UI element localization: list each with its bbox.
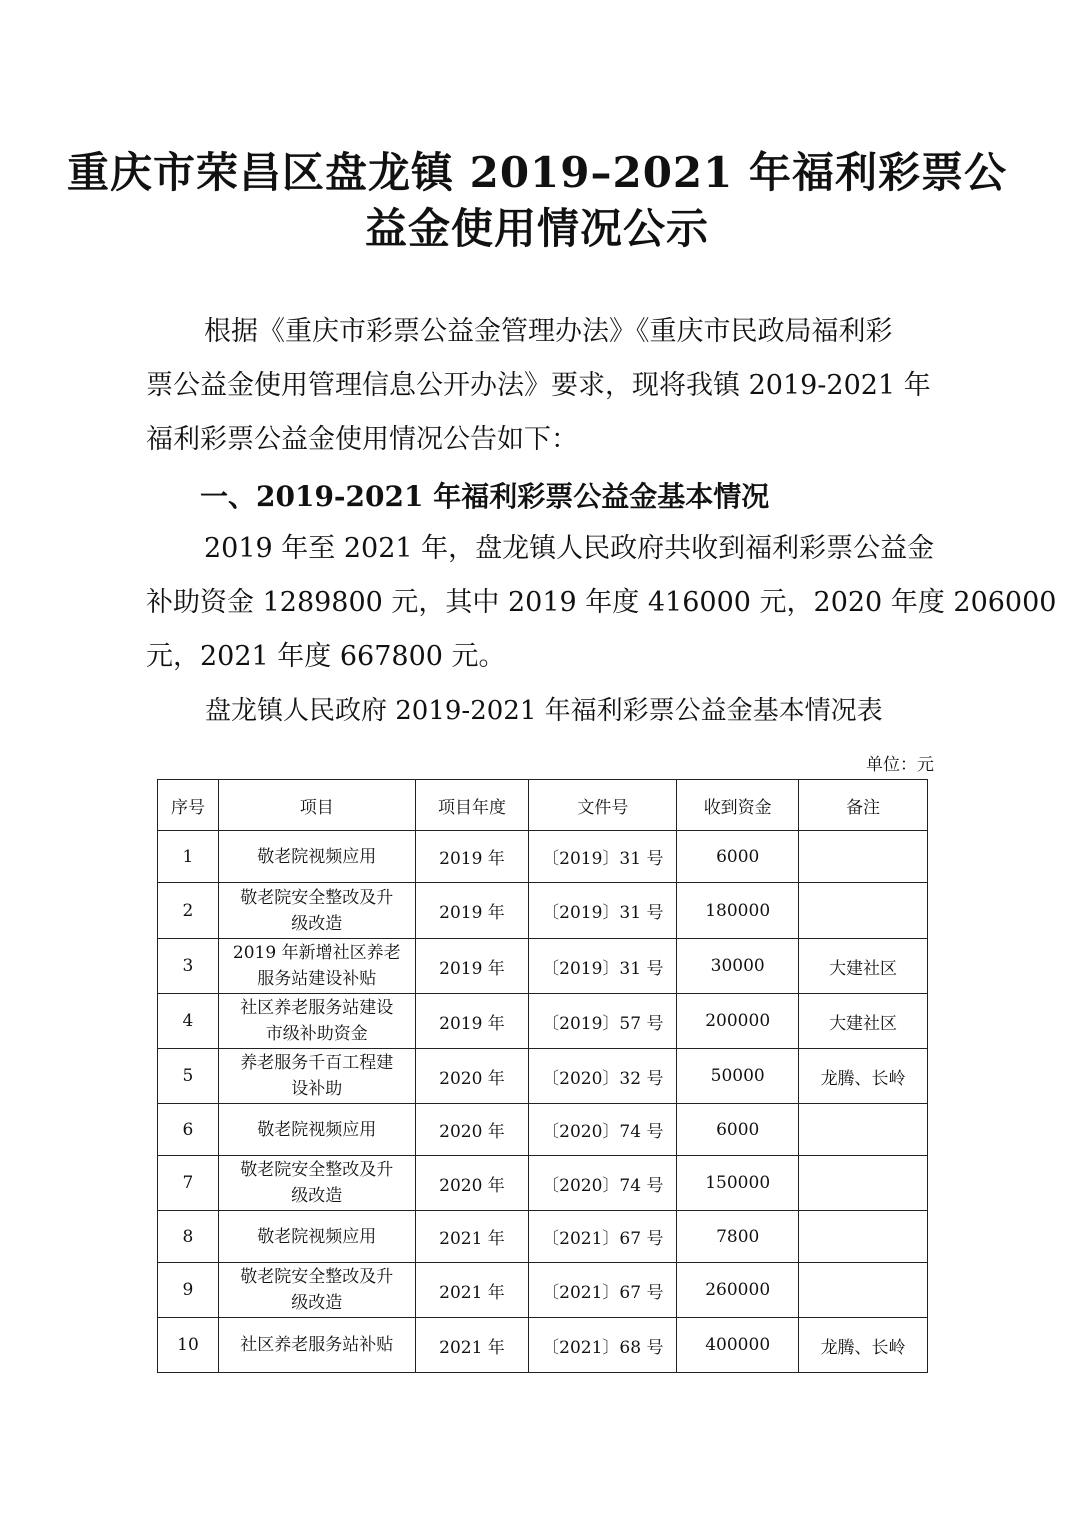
cell-no: 1 <box>158 831 219 883</box>
cell-note: 龙腾、长岭 <box>799 1049 928 1104</box>
cell-note <box>799 1211 928 1263</box>
cell-item-line1: 社区养老服务站补贴 <box>240 1335 394 1355</box>
table-header-row <box>158 780 928 831</box>
cell-item <box>218 1263 415 1318</box>
cell-item-line1: 敬老院安全整改及升 <box>240 1160 394 1180</box>
cell-no: 3 <box>158 939 219 994</box>
cell-note: 龙腾、长岭 <box>799 1318 928 1373</box>
cell-item-line1: 2019 年新增社区养老 <box>232 943 401 963</box>
cell-year: 2020 年 <box>415 1156 529 1211</box>
cell-note <box>799 1263 928 1318</box>
document-title-line2: 益金使用情况公示 <box>364 204 709 253</box>
cell-note: 大建社区 <box>799 994 928 1049</box>
cell-no: 10 <box>158 1318 219 1373</box>
table-row <box>158 1049 928 1104</box>
intro-line3: 福利彩票公益金使用情况公告如下： <box>146 424 578 455</box>
table-row <box>158 883 928 939</box>
cell-amount: 6000 <box>677 831 799 883</box>
cell-item-line2: 级改造 <box>291 913 343 934</box>
cell-no: 5 <box>158 1049 219 1104</box>
cell-item <box>218 883 415 939</box>
table-body <box>158 831 928 1373</box>
cell-amount: 7800 <box>677 1211 799 1263</box>
section-line2: 补助资金 1289800 元，其中 2019 年度 416000 元，2020 年度 206000 <box>146 587 1057 618</box>
table-row <box>158 1318 928 1373</box>
document-title-line1: 重庆市荣昌区盘龙镇 2019–2021 年福利彩票公 <box>66 148 1008 197</box>
cell-doc: 〔2019〕31 号 <box>529 883 677 939</box>
header-amount: 收到资金 <box>677 780 799 831</box>
cell-item-line2: 市级补助资金 <box>265 1024 368 1044</box>
cell-note: 大建社区 <box>799 939 928 994</box>
cell-year: 2019 年 <box>415 939 529 994</box>
cell-no: 2 <box>158 883 219 939</box>
cell-year: 2019 年 <box>415 883 529 939</box>
cell-year: 2020 年 <box>415 1104 529 1156</box>
section-line3: 元，2021 年度 667800 元。 <box>146 641 506 672</box>
intro-line1: 根据《重庆市彩票公益金管理办法》《重庆市民政局福利彩 <box>204 316 893 347</box>
table-row <box>158 831 928 883</box>
cell-doc: 〔2020〕32 号 <box>529 1049 677 1104</box>
cell-item <box>218 1211 415 1263</box>
header-year: 项目年度 <box>415 780 529 831</box>
cell-doc: 〔2019〕31 号 <box>529 939 677 994</box>
cell-year: 2021 年 <box>415 1211 529 1263</box>
cell-amount: 6000 <box>677 1104 799 1156</box>
cell-no: 9 <box>158 1263 219 1318</box>
cell-doc: 〔2019〕57 号 <box>529 994 677 1049</box>
cell-item <box>218 1318 415 1373</box>
cell-year: 2021 年 <box>415 1263 529 1318</box>
cell-no: 6 <box>158 1104 219 1156</box>
cell-note <box>799 883 928 939</box>
cell-no: 7 <box>158 1156 219 1211</box>
table-caption: 盘龙镇人民政府 2019-2021 年福利彩票公益金基本情况表 <box>205 696 883 726</box>
table-row <box>158 1263 928 1318</box>
cell-item-line1: 敬老院安全整改及升 <box>240 887 394 908</box>
cell-year: 2019 年 <box>415 831 529 883</box>
cell-amount: 400000 <box>677 1318 799 1373</box>
cell-doc: 〔2021〕67 号 <box>529 1263 677 1318</box>
cell-no: 4 <box>158 994 219 1049</box>
cell-item <box>218 939 415 994</box>
cell-item-line1: 养老服务千百工程建 <box>240 1053 394 1073</box>
cell-note <box>799 1156 928 1211</box>
cell-amount: 30000 <box>677 939 799 994</box>
cell-year: 2020 年 <box>415 1049 529 1104</box>
cell-item-line1: 社区养老服务站建设 <box>240 998 394 1018</box>
cell-item <box>218 1156 415 1211</box>
cell-note <box>799 1104 928 1156</box>
header-no: 序号 <box>158 780 219 831</box>
cell-item-line2: 级改造 <box>291 1293 343 1313</box>
cell-item-line1: 敬老院视频应用 <box>257 1226 377 1247</box>
cell-note <box>799 831 928 883</box>
cell-no: 8 <box>158 1211 219 1263</box>
cell-item-line1: 敬老院安全整改及升 <box>240 1267 394 1287</box>
cell-item <box>218 1049 415 1104</box>
cell-item <box>218 1104 415 1156</box>
cell-item-line1: 敬老院视频应用 <box>257 846 377 867</box>
cell-doc: 〔2021〕68 号 <box>529 1318 677 1373</box>
cell-doc: 〔2021〕67 号 <box>529 1211 677 1263</box>
cell-item-line2: 级改造 <box>291 1186 343 1206</box>
table-row <box>158 1104 928 1156</box>
cell-item <box>218 831 415 883</box>
header-item: 项目 <box>218 780 415 831</box>
cell-item-line1: 敬老院视频应用 <box>257 1119 377 1140</box>
header-doc: 文件号 <box>529 780 677 831</box>
cell-amount: 150000 <box>677 1156 799 1211</box>
cell-doc: 〔2020〕74 号 <box>529 1104 677 1156</box>
intro-line2: 票公益金使用管理信息公开办法》要求，现将我镇 2019-2021 年 <box>146 370 931 401</box>
cell-amount: 50000 <box>677 1049 799 1104</box>
section-heading: 一、2019-2021 年福利彩票公益金基本情况 <box>200 480 770 513</box>
cell-amount: 200000 <box>677 994 799 1049</box>
cell-item-line2: 服务站建设补贴 <box>257 969 377 989</box>
cell-doc: 〔2019〕31 号 <box>529 831 677 883</box>
cell-year: 2021 年 <box>415 1318 529 1373</box>
header-note: 备注 <box>799 780 928 831</box>
table-row <box>158 1211 928 1263</box>
cell-item-line2: 设补助 <box>291 1079 343 1099</box>
table-row <box>158 994 928 1049</box>
section-line1: 2019 年至 2021 年，盘龙镇人民政府共收到福利彩票公益金 <box>204 533 935 564</box>
cell-year: 2019 年 <box>415 994 529 1049</box>
table-row <box>158 939 928 994</box>
funds-table <box>157 779 928 1373</box>
table-row <box>158 1156 928 1211</box>
cell-amount: 180000 <box>677 883 799 939</box>
cell-doc: 〔2020〕74 号 <box>529 1156 677 1211</box>
unit-label: 单位：元 <box>866 755 934 775</box>
cell-amount: 260000 <box>677 1263 799 1318</box>
cell-item <box>218 994 415 1049</box>
